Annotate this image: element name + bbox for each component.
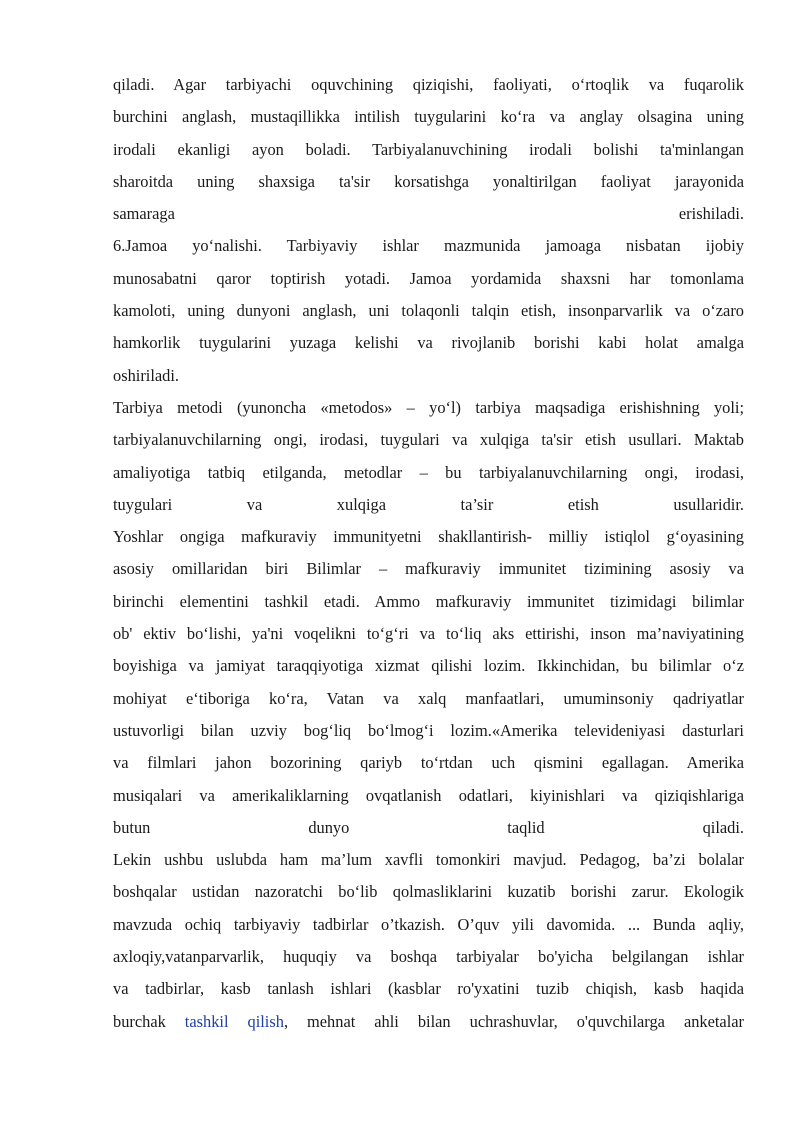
paragraph-2: [113, 230, 744, 391]
text-line: oshiriladi.: [113, 365, 180, 385]
paragraph-4: [113, 521, 744, 844]
text-line: ustuvorligi bilan uzviy bog‘liq bo‘lmog‘i lozim.«Amerika televideniyasi dasturlari: [113, 720, 744, 740]
text-line-with-link: [113, 1006, 744, 1038]
text-line: munosabatni qaror toptirish yotadi. Jamoa yordamida shaxsni har tomonlama: [113, 268, 744, 288]
text-line: boshqalar ustidan nazoratchi bo‘lib qolmasliklarini kuzatib borishi zarur. Ekologik: [113, 882, 744, 902]
text-line: musiqalari va amerikaliklarning ovqatlanish odatlari, kiyinishlari va qiziqishlariga: [113, 785, 744, 805]
paragraph-1: [113, 69, 744, 230]
text-line: Yoshlar ongiga mafkuraviy immunityetni shakllantirish- milliy istiqlol g‘oyasining: [113, 527, 744, 547]
text-line: tarbiyalanuvchilarning ongi, irodasi, tuygulari va xulqiga ta'sir etish usullari. Maktab: [113, 430, 744, 450]
text-line: samaraga erishiladi.: [113, 204, 744, 224]
text-line: burchini anglash, mustaqillikka intilish tuygularini ko‘ra va anglay olsagina uning: [113, 107, 744, 127]
text-segment: , mehnat ahli bilan uchrashuvlar, o'quvchilarga anketalar: [283, 1011, 744, 1031]
text-line: irodali ekanligi ayon boladi. Tarbiyalanuvchining irodali bolishi ta'minlangan: [113, 139, 744, 159]
text-segment: burchak: [113, 1011, 185, 1031]
paragraph-3: [113, 392, 744, 521]
text-line: ob' ektiv bo‘lishi, ya'ni voqelikni to‘g‘ri va to‘liq aks ettirishi, inson ma’naviyatining: [113, 624, 744, 644]
text-line: axloqiy,vatanparvarlik, huquqiy va boshqa tarbiyalar bo'yicha belgilangan ishlar: [113, 947, 744, 967]
text-line: mohiyat e‘tiboriga ko‘ra, Vatan va xalq manfaatlari, umuminsoniy qadriyatlar: [113, 688, 744, 708]
text-line: qiladi. Agar tarbiyachi oquvchining qiziqishi, faoliyati, o‘rtoqlik va fuqarolik: [113, 75, 744, 94]
text-line: va tadbirlar, kasb tanlash ishlari (kasblar ro'yxatini tuzib chiqish, kasb haqida: [113, 979, 744, 999]
text-line: butun dunyo taqlid qiladi.: [113, 817, 744, 837]
text-line: birinchi elementini tashkil etadi. Ammo mafkuraviy immunitet tizimidagi bilimlar: [113, 591, 744, 611]
text-line: hamkorlik tuygularini yuzaga kelishi va rivojlanib borishi kabi holat amalga: [113, 333, 744, 353]
paragraph-5: [113, 844, 744, 1038]
text-line: 6.Jamoa yo‘nalishi. Tarbiyaviy ishlar mazmunida jamoaga nisbatan ijobiy: [113, 236, 744, 256]
text-line: tuygulari va xulqiga ta’sir etish usullaridir.: [113, 494, 744, 514]
inline-link[interactable]: tashkil qilish: [184, 1011, 284, 1031]
text-line: kamoloti, uning dunyoni anglash, uni tolaqonli talqin etish, insonparvarlik va o‘zaro: [113, 301, 744, 321]
text-line: amaliyotiga tatbiq etilganda, metodlar – bu tarbiyalanuvchilarning ongi, irodasi,: [113, 462, 744, 482]
text-line: asosiy omillaridan biri Bilimlar – mafkuraviy immunitet tizimining asosiy va: [113, 559, 744, 579]
text-line: mavzuda ochiq tarbiyaviy tadbirlar o’tkazish. O’quv yili davomida. ... Bunda aqliy,: [113, 914, 744, 934]
text-line: boyishiga va jamiyat taraqqiyotiga xizmat qilishi lozim. Ikkinchidan, bu bilimlar o‘z: [113, 656, 744, 676]
text-line: va filmlari jahon bozorining qariyb to‘rtdan uch qismini egallagan. Amerika: [113, 753, 744, 773]
text-line: sharoitda uning shaxsiga ta'sir korsatishga yonaltirilgan faoliyat jarayonida: [113, 171, 744, 191]
text-line: Tarbiya metodi (yunoncha «metodos» – yo‘l) tarbiya maqsadiga erishishning yoli;: [113, 397, 744, 417]
text-line: Lekin ushbu uslubda ham ma’lum xavfli tomonkiri mavjud. Pedagog, ba’zi bolalar: [113, 850, 744, 870]
